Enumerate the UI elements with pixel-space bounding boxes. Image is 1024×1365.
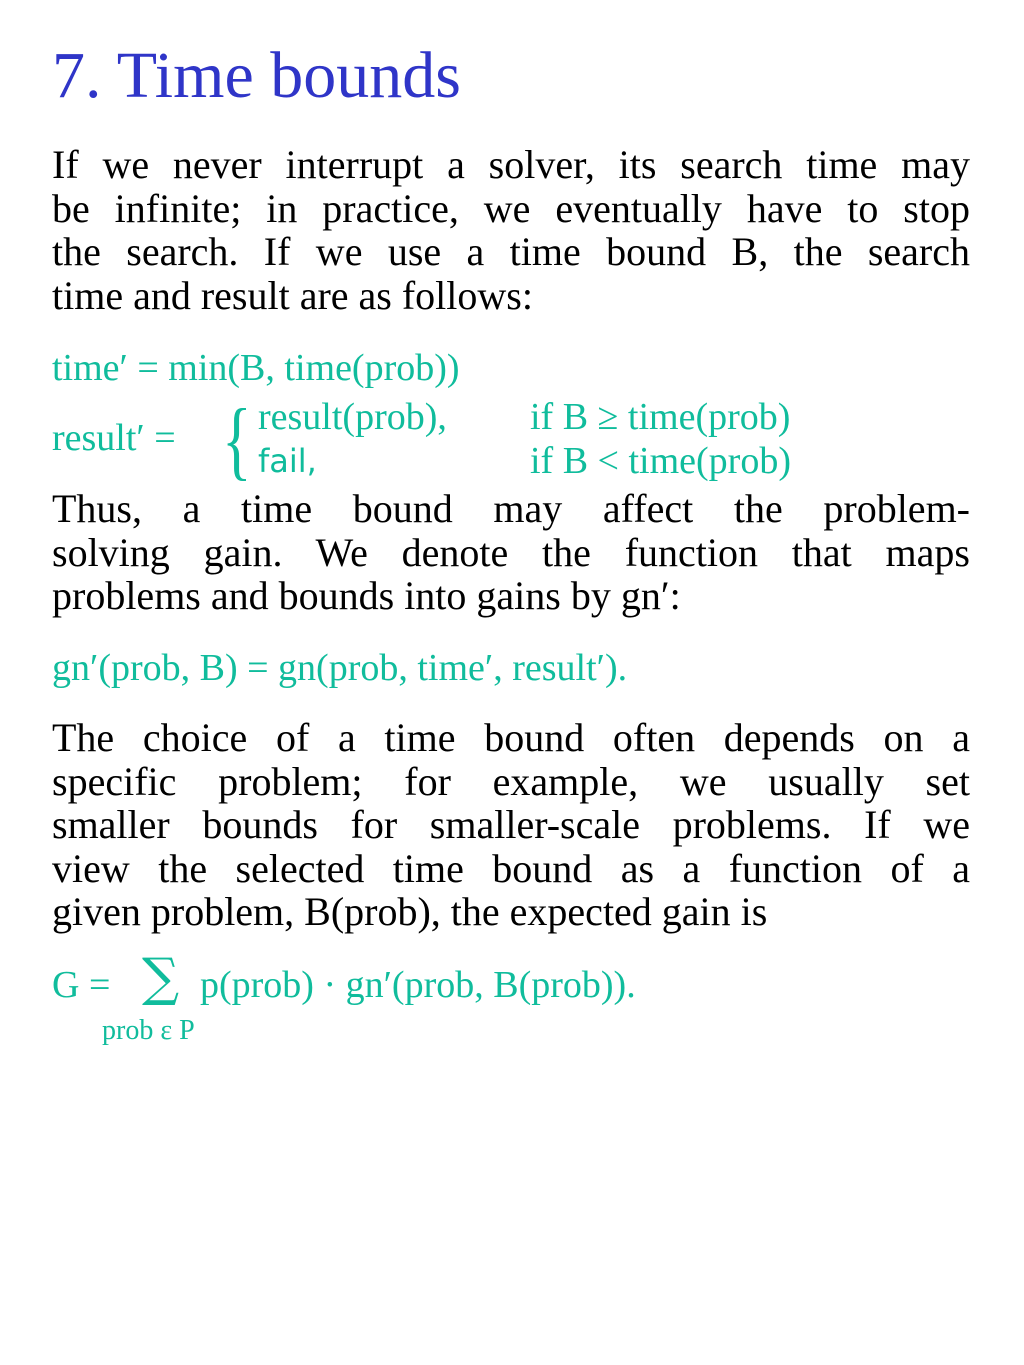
case-1-value: result(prob), <box>258 396 447 438</box>
summation-subscript: prob ε P <box>102 1015 195 1046</box>
paragraph-line: the search. If we use a time bound B, the search <box>52 229 970 274</box>
paragraph-line: time and result are as follows: <box>52 272 533 318</box>
paragraph-line: given problem, B(prob), the expected gain is <box>52 889 768 934</box>
case-1-condition: if B ≥ time(prob) <box>530 396 791 438</box>
paragraph-gain <box>52 487 970 618</box>
summation-icon: ∑ <box>142 948 180 1008</box>
equation-G-rhs: p(prob) · gn′(prob, B(prob)). <box>200 964 636 1006</box>
equation-result-lhs: result′ = <box>52 417 176 459</box>
case-2-condition: if B < time(prob) <box>530 440 791 482</box>
paragraph-choice <box>52 716 970 934</box>
equation-G-lhs: G = <box>52 964 111 1006</box>
paragraph-line: solving gain. We denote the function that maps <box>52 529 970 575</box>
curly-brace: { <box>222 392 252 489</box>
paragraph-line: problems and bounds into gains by gn′: <box>52 573 681 618</box>
equation-gn: gn′(prob, B) = gn(prob, time′, result′). <box>52 647 628 689</box>
paragraph-line: If we never interrupt a solver, its search time may <box>52 142 970 187</box>
paragraph-line: The choice of a time bound often depends on a <box>52 715 970 760</box>
paragraph-line: specific problem; for example, we usually set <box>52 758 970 804</box>
slide-title: 7. Time bounds <box>52 39 461 112</box>
case-2-value: fail, <box>258 442 317 480</box>
paragraph-line: Thus, a time bound may affect the problem- <box>52 486 970 531</box>
paragraph-line: view the selected time bound as a function of a <box>52 845 970 891</box>
paragraph-intro <box>52 143 970 317</box>
paragraph-line: smaller bounds for smaller-scale problems. If we <box>52 802 970 847</box>
paragraph-line: be infinite; in practice, we eventually have to stop <box>52 185 970 231</box>
equation-time: time′ = min(B, time(prob)) <box>52 347 460 389</box>
